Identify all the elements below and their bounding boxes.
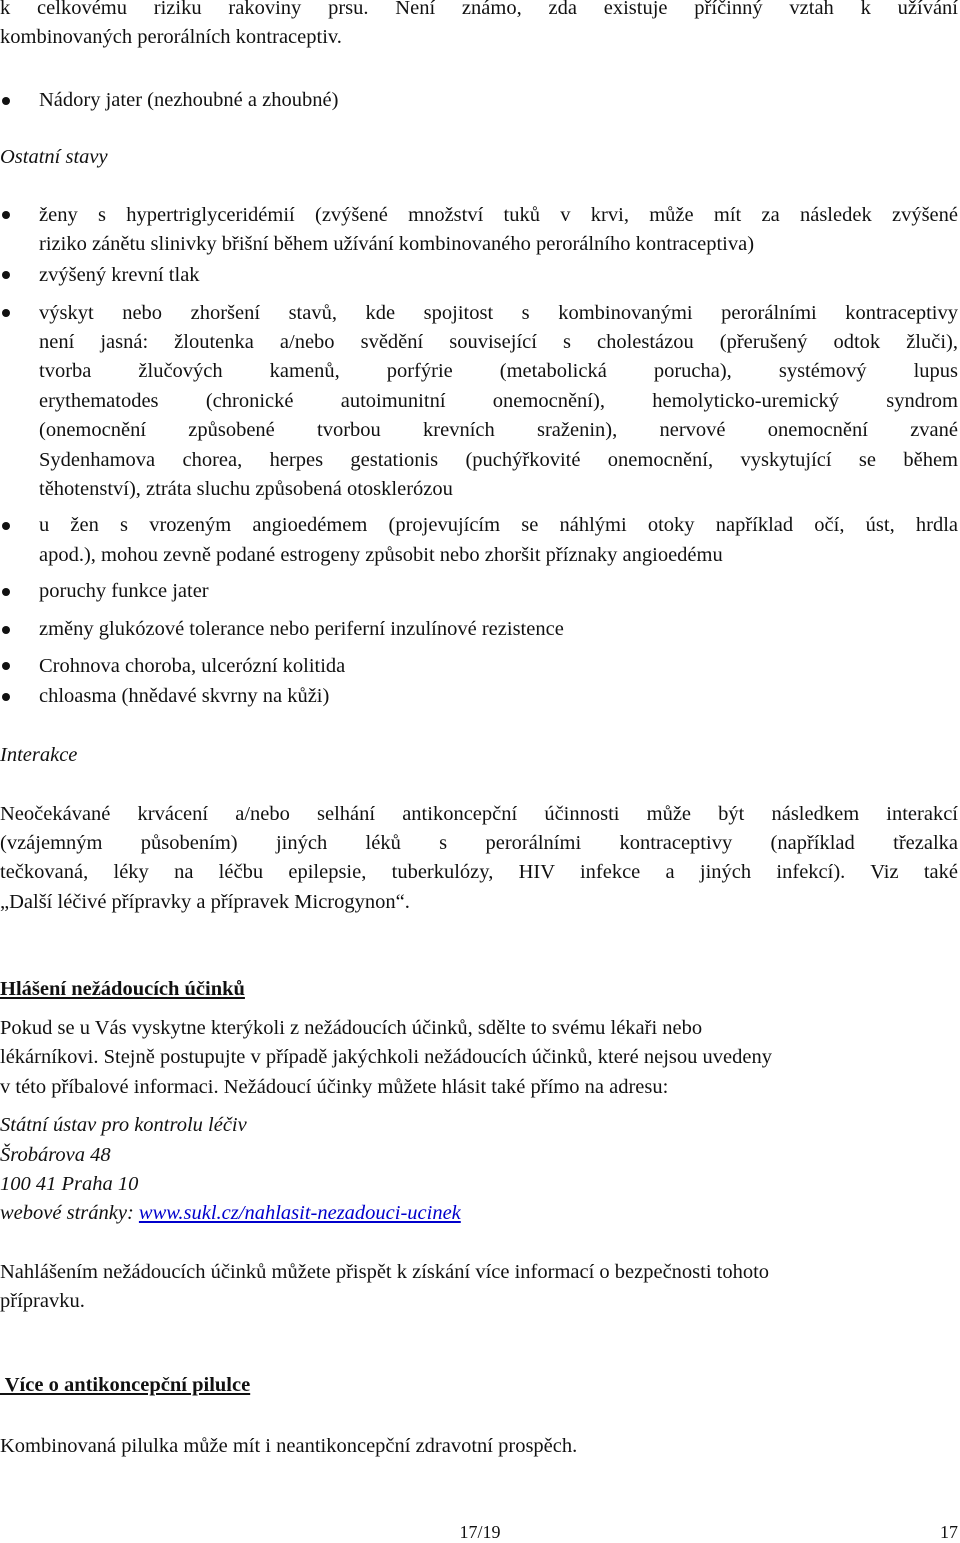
- bullet-icon: [2, 271, 10, 279]
- list-item-line: Sydenhamova chorea, herpes gestationis (puchýřkovité onemocnění, vyskytující se během: [39, 449, 958, 471]
- list-item-line: není jasná: žloutenka a/nebo svědění související s cholestázou (přerušený odtok žluči),: [39, 331, 958, 353]
- more-text: Kombinovaná pilulka může mít i neantikoncepční zdravotní prospěch.: [0, 1435, 578, 1457]
- bullet-icon: [2, 97, 10, 105]
- bullet-icon: [2, 211, 10, 219]
- list-item-line: výskyt nebo zhoršení stavů, kde spojitost s kombinovanými perorálními kontraceptivy: [39, 302, 958, 324]
- interactions-line: (vzájemným působením) jiných léků s perorálními kontraceptivy (například třezalka: [0, 832, 958, 854]
- address-line: Šrobárova 48: [0, 1144, 111, 1166]
- address-line: 100 41 Praha 10: [0, 1173, 139, 1195]
- list-item-line: (onemocnění způsobené tvorbou krevních sraženin), nervové onemocnění zvané: [39, 419, 958, 441]
- list-item-line: ženy s hypertriglyceridémií (zvýšené množství tuků v krvi, může mít za následek zvýšené: [39, 204, 958, 226]
- page-number-right: 17: [940, 1522, 958, 1542]
- web-label: webové stránky:: [0, 1202, 139, 1224]
- more-heading: Více o antikoncepční pilulce: [0, 1374, 251, 1396]
- reporting-line: lékárníkovi. Stejně postupujte v případě jakýchkoli nežádoucích účinků, které nejsou uvedeny: [0, 1046, 772, 1068]
- list-item-line: zvýšený krevní tlak: [39, 264, 200, 286]
- interactions-heading: Interakce: [0, 744, 78, 766]
- reporting-heading: Hlášení nežádoucích účinků: [0, 978, 245, 1000]
- sukl-link[interactable]: www.sukl.cz/nahlasit-nezadouci-ucinek: [138, 1202, 461, 1224]
- interactions-line: „Další léčivé přípravky a přípravek Microgynon“.: [0, 891, 410, 913]
- list-item-line: u žen s vrozeným angioedémem (projevujícím se náhlými otoky například očí, úst, hrdla: [39, 514, 958, 536]
- continuation-line-1: k celkovému riziku rakoviny prsu. Není známo, zda existuje příčinný vztah k užívání: [0, 0, 958, 19]
- list-item-line: apod.), mohou zevně podané estrogeny způsobit nebo zhoršit příznaky angioedému: [39, 544, 723, 566]
- list-item-line: erythematodes (chronické autoimunitní onemocnění), hemolyticko-uremický syndrom: [39, 390, 958, 412]
- interactions-line: Neočekávané krvácení a/nebo selhání antikoncepční účinnosti může být následkem interakcí: [0, 803, 958, 825]
- bullet-icon: [2, 522, 10, 530]
- reporting-line: v této příbalové informaci. Nežádoucí účinky můžete hlásit také přímo na adresu:: [0, 1076, 669, 1098]
- address-line: Státní ústav pro kontrolu léčiv: [0, 1114, 247, 1136]
- list-item-line: tvorba žlučových kamenů, porfýrie (metabolická porucha), systémový lupus: [39, 360, 958, 382]
- continuation-line-2: kombinovaných perorálních kontraceptiv.: [0, 26, 342, 48]
- list-item-line: změny glukózové tolerance nebo periferní inzulínové rezistence: [39, 618, 564, 640]
- bullet-icon: [2, 309, 10, 317]
- list-item-line: riziko zánětu slinivky břišní během užívání kombinovaného perorálního kontraceptiva): [39, 233, 755, 255]
- reporting-line: Pokud se u Vás vyskytne kterýkoli z nežádoucích účinků, sdělte to svému lékaři nebo: [0, 1017, 703, 1039]
- list-item-line: těhotenství), ztráta sluchu způsobená otosklerózou: [39, 478, 453, 500]
- reporting-closing-line: přípravku.: [0, 1290, 85, 1312]
- page-number: 17/19: [459, 1522, 501, 1542]
- interactions-line: tečkovaná, léky na léčbu epilepsie, tuberkulózy, HIV infekce a jiných infekcí). Viz také: [0, 861, 958, 883]
- list-item-line: chloasma (hnědavé skvrny na kůži): [39, 685, 330, 707]
- reporting-closing-line: Nahlášením nežádoucích účinků můžete přispět k získání více informací o bezpečnosti tohoto: [0, 1261, 770, 1283]
- tumors-item: Nádory jater (nezhoubné a zhoubné): [39, 89, 339, 111]
- address-web-line: [0, 1199, 958, 1229]
- bullet-icon: [2, 662, 10, 670]
- bullet-icon: [2, 588, 10, 596]
- bullet-icon: [2, 693, 10, 701]
- list-item-line: Crohnova choroba, ulcerózní kolitida: [39, 655, 346, 677]
- other-conditions-heading: Ostatní stavy: [0, 146, 108, 168]
- list-item-line: poruchy funkce jater: [39, 580, 209, 602]
- bullet-icon: [2, 626, 10, 634]
